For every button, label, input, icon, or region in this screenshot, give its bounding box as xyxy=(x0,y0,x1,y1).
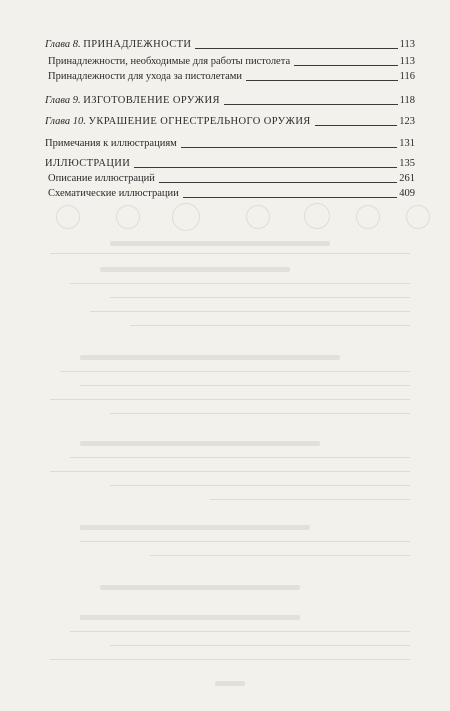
toc-entry-chapter-10 xyxy=(45,116,415,128)
toc-entry-chapter-9 xyxy=(45,95,415,107)
page-number: 118 xyxy=(399,95,415,106)
chapter-number: Глава 10. xyxy=(45,116,86,127)
leader-line xyxy=(183,197,397,198)
toc-entry-illustration-descriptions xyxy=(48,173,415,185)
toc-entry-illustrations xyxy=(45,158,415,170)
leader-line xyxy=(224,104,398,105)
toc-entry-notes xyxy=(45,138,415,150)
entry-title: Описание иллюстраций xyxy=(48,173,155,184)
toc-entry-accessories-care xyxy=(48,71,415,83)
page-number: 261 xyxy=(399,173,415,184)
page-number: 131 xyxy=(399,138,415,149)
bleed-through-reverse-page xyxy=(0,205,450,705)
page-number: 409 xyxy=(399,188,415,199)
leader-line xyxy=(315,125,398,126)
leader-line xyxy=(294,65,398,66)
leader-line xyxy=(195,48,397,49)
page-number: 113 xyxy=(399,56,415,67)
leader-line xyxy=(181,147,397,148)
entry-title: УКРАШЕНИЕ ОГНЕСТРЕЛЬНОГО ОРУЖИЯ xyxy=(88,116,311,127)
chapter-number: Глава 8. xyxy=(45,39,81,50)
leader-line xyxy=(159,182,397,183)
chapter-number: Глава 9. xyxy=(45,95,81,106)
toc-entry-accessories-operation xyxy=(48,56,415,68)
entry-title: Схематические иллюстрации xyxy=(48,188,179,199)
page-number: 135 xyxy=(399,158,415,169)
entry-title: ПРИНАДЛЕЖНОСТИ xyxy=(83,39,192,50)
toc-entry-schematic-illustrations xyxy=(48,188,415,200)
entry-title: ИЛЛЮСТРАЦИИ xyxy=(45,158,131,169)
page-number: 123 xyxy=(399,116,415,127)
entry-title: Принадлежности, необходимые для работы пистолета xyxy=(48,56,291,67)
page-number: 113 xyxy=(399,39,415,50)
page-number: 116 xyxy=(399,71,415,82)
toc-entry-chapter-8 xyxy=(45,39,415,51)
entry-title: Примечания к иллюстрациям xyxy=(45,138,177,149)
entry-title: ИЗГОТОВЛЕНИЕ ОРУЖИЯ xyxy=(83,95,220,106)
leader-line xyxy=(134,167,397,168)
leader-line xyxy=(246,80,398,81)
entry-title: Принадлежности для ухода за пистолетами xyxy=(48,71,242,82)
